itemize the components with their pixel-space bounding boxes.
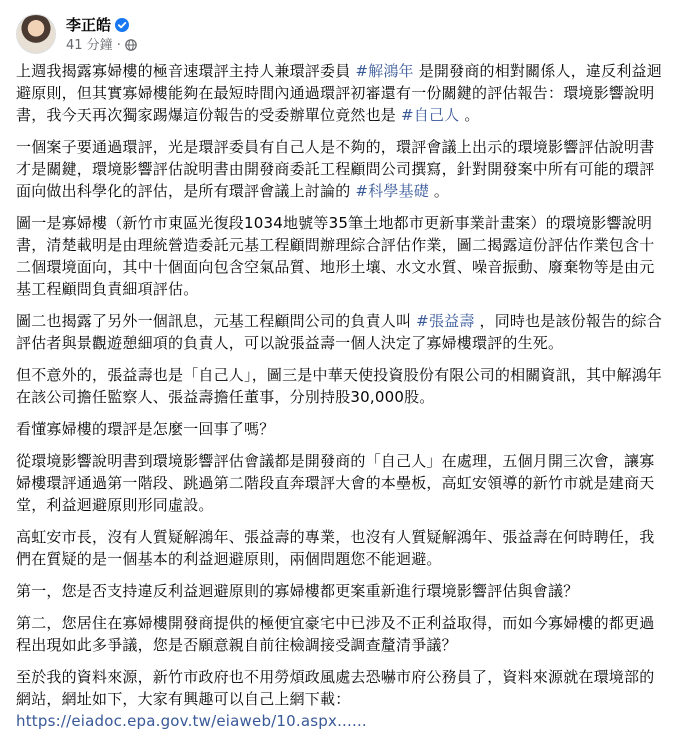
author-name[interactable]: 李正皓 bbox=[66, 15, 112, 34]
paragraph-text: 看懂寡婦樓的環評是怎麼一回事了嗎？ bbox=[16, 420, 275, 438]
paragraph-text: 圖一是寡婦樓（新竹市東區光復段1034地號等35筆土地都市更新事業計畫案）的環境影響說明書，清楚載明是由理統營造委託元基工程顧問辦理綜合評估作業，圖二揭露這份評估作業包含十二個環境面向，其中十個面向包含空氣品質、地形土壤、水文水質、噪音振動、廢棄物等是由元基工程顧問負責細項評估。 bbox=[16, 214, 655, 298]
paragraph-text: 是開發商的相對關係人，違反利益迴避原則，但其實寡婦樓能夠在最短時間內通過環評初審還有一份關鍵的評估報告：環境影響說明書，我今天再次獨家踢爆這份報告的受委辦單位竟然也是 bbox=[16, 62, 662, 124]
avatar[interactable] bbox=[16, 14, 56, 54]
post-paragraph bbox=[16, 60, 666, 126]
hashtag-link[interactable]: #張益壽 bbox=[416, 312, 475, 330]
paragraph-text: 第一，您是否支持違反利益迴避原則的寡婦樓都更案重新進行環境影響評估與會議？ bbox=[16, 582, 579, 600]
hashtag-link[interactable]: #解鴻年 bbox=[355, 62, 414, 80]
post-paragraph bbox=[16, 526, 666, 570]
verified-badge-icon bbox=[115, 18, 129, 32]
post-paragraph bbox=[16, 612, 666, 656]
post-header bbox=[16, 12, 137, 56]
post-paragraph bbox=[16, 212, 666, 300]
post-meta bbox=[66, 15, 137, 54]
paragraph-text: 高虹安市長，沒有人質疑解鴻年、張益壽的專業，也沒有人質疑解鴻年、張益壽在何時聘任，我們在質疑的是一個基本的利益迴避原則，兩個問題您不能迴避。 bbox=[16, 528, 655, 568]
paragraph-text: 。 bbox=[428, 182, 450, 200]
paragraph-text: 上週我揭露寡婦樓的極音速環評主持人兼環評委員 bbox=[16, 62, 356, 80]
paragraph-text: 至於我的資料來源，新竹市政府也不用勞煩政風處去恐嚇市府公務員了，資料來源就在環境部的網站，網址如下，大家有興趣可以自己上網下載： bbox=[16, 668, 655, 708]
post-time-row bbox=[66, 37, 137, 54]
author-row bbox=[66, 15, 137, 35]
post-paragraph bbox=[16, 666, 666, 732]
paragraph-text: 一個案子要通過環評，光是環評委員有自己人是不夠的，環評會議上出示的環境影響評估說明書才是關鍵，環境影響評估說明書由開發商委託工程顧問公司撰寫，針對開發案中所有可能的環評面向做出科學化的評估，是所有環評會議上討論的 bbox=[16, 138, 655, 200]
globe-icon[interactable] bbox=[125, 39, 137, 51]
paragraph-text: 。 bbox=[459, 106, 480, 124]
post-paragraph bbox=[16, 418, 666, 440]
hashtag-link[interactable]: #科學基礎 bbox=[355, 182, 429, 200]
post-paragraph bbox=[16, 364, 666, 408]
hashtag-link[interactable]: #自己人 bbox=[400, 106, 460, 124]
post-paragraph bbox=[16, 450, 666, 516]
external-link[interactable]: https://eiadoc.epa.gov.tw/eiaweb/10.aspx...... bbox=[16, 712, 367, 730]
post-paragraph bbox=[16, 136, 666, 202]
meta-separator: · bbox=[116, 37, 121, 53]
post-paragraph bbox=[16, 310, 666, 354]
post-timestamp[interactable]: 41 分鐘 bbox=[66, 37, 113, 53]
post-body bbox=[16, 60, 666, 742]
paragraph-text: 但不意外的，張益壽也是「自己人」，圖三是中華天使投資股份有限公司的相關資訊，其中解鴻年在該公司擔任監察人、張益壽擔任董事，分別持股30,000股。 bbox=[16, 366, 663, 406]
paragraph-text: 第二，您居住在寡婦樓開發商提供的極便宜豪宅中已涉及不正利益取得，而如今寡婦樓的都更過程出現如此多爭議，您是否願意親自前往檢調接受調查釐清爭議？ bbox=[16, 614, 655, 654]
paragraph-text: 圖二也揭露了另外一個訊息，元基工程顧問公司的負責人叫 bbox=[16, 312, 417, 330]
paragraph-text: ，同時也是該份報告的綜合評估者與景觀遊憩細項的負責人，可以說張益壽一個人決定了寡婦樓環評的生死。 bbox=[16, 312, 662, 352]
paragraph-text: 從環境影響說明書到環境影響評估會議都是開發商的「自己人」在處理，五個月開三次會，讓寡婦樓環評通過第一階段、跳過第二階段直奔環評大會的本壘板，高虹安領導的新竹市就是建商天堂，利益迴避原則形同虛設。 bbox=[16, 452, 655, 514]
post-paragraph bbox=[16, 580, 666, 602]
